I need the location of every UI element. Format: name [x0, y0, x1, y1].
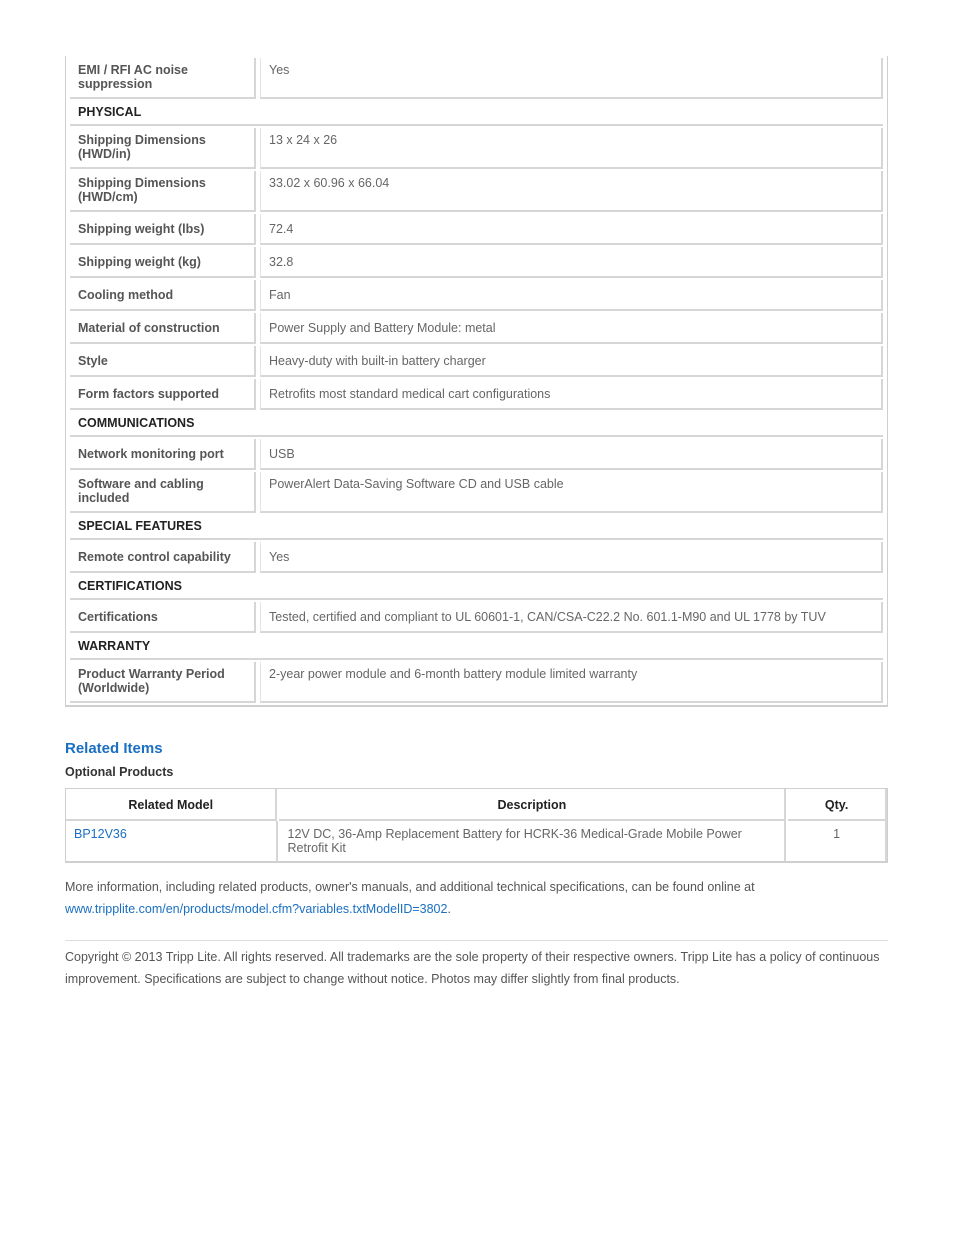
spec-label: Cooling method — [70, 280, 256, 311]
spec-row — [66, 540, 887, 573]
more-info-suffix: . — [447, 902, 451, 916]
spec-row — [66, 660, 887, 703]
spec-label: Remote control capability — [70, 542, 256, 573]
section-heading: COMMUNICATIONS — [70, 410, 883, 437]
related-model-link[interactable]: BP12V36 — [66, 821, 278, 861]
spec-value: 32.8 — [260, 247, 883, 278]
spec-label: Shipping weight (kg) — [70, 247, 256, 278]
spec-label: Shipping Dimensions (HWD/in) — [70, 128, 256, 169]
spec-value: Yes — [260, 58, 883, 99]
column-header-qty: Qty. — [788, 789, 887, 821]
specifications-table — [65, 56, 888, 707]
spec-row — [66, 212, 887, 245]
spec-value: 2-year power module and 6-month battery module limited warranty — [260, 662, 883, 703]
section-heading: PHYSICAL — [70, 99, 883, 126]
spec-label: Certifications — [70, 602, 256, 633]
related-products-table — [65, 788, 888, 863]
related-model-description: 12V DC, 36-Amp Replacement Battery for HCRK-36 Medical-Grade Mobile Power Retrofit Kit — [280, 821, 787, 861]
footer-divider — [65, 940, 888, 941]
more-info-paragraph — [65, 876, 888, 920]
spec-row — [66, 56, 887, 99]
spec-row — [66, 344, 887, 377]
section-heading: CERTIFICATIONS — [70, 573, 883, 600]
spec-value: PowerAlert Data-Saving Software CD and USB cable — [260, 472, 883, 513]
spec-value: Tested, certified and compliant to UL 60601-1, CAN/CSA-C22.2 No. 601.1-M90 and UL 1778 by TUV — [260, 602, 883, 633]
table-header-row — [66, 789, 887, 821]
spec-value: Yes — [260, 542, 883, 573]
spec-value: Power Supply and Battery Module: metal — [260, 313, 883, 344]
spec-value: Retrofits most standard medical cart configurations — [260, 379, 883, 410]
column-header-related-model: Related Model — [66, 789, 277, 821]
spec-value: 72.4 — [260, 214, 883, 245]
spec-label: Shipping Dimensions (HWD/cm) — [70, 171, 256, 212]
spec-row — [66, 245, 887, 278]
spec-row — [66, 169, 887, 212]
spec-row — [66, 600, 887, 633]
section-heading: SPECIAL FEATURES — [70, 513, 883, 540]
spec-label: Shipping weight (lbs) — [70, 214, 256, 245]
spec-label: Style — [70, 346, 256, 377]
copyright-notice: Copyright © 2013 Tripp Lite. All rights reserved. All trademarks are the sole property of their respective owners. Tripp Lite has a policy of continuous improvement. Specifications are subject to change without notice. Photos may differ slightly from final products. — [65, 950, 880, 986]
spec-row — [66, 278, 887, 311]
spec-label: Material of construction — [70, 313, 256, 344]
spec-value: Heavy-duty with built-in battery charger — [260, 346, 883, 377]
more-info-text: More information, including related products, owner's manuals, and additional technical specifications, can be found online at — [65, 880, 755, 894]
spec-label: Product Warranty Period (Worldwide) — [70, 662, 256, 703]
optional-products-heading: Optional Products — [65, 765, 174, 779]
spec-label: EMI / RFI AC noise suppression — [70, 58, 256, 99]
spec-row — [66, 126, 887, 169]
column-header-description: Description — [279, 789, 786, 821]
spec-label: Form factors supported — [70, 379, 256, 410]
spec-row — [66, 311, 887, 344]
spec-value: USB — [260, 439, 883, 470]
spec-label: Software and cabling included — [70, 472, 256, 513]
spec-row — [66, 470, 887, 513]
spec-value: 13 x 24 x 26 — [260, 128, 883, 169]
spec-row — [66, 437, 887, 470]
spec-label: Network monitoring port — [70, 439, 256, 470]
section-heading: WARRANTY — [70, 633, 883, 660]
spec-value: Fan — [260, 280, 883, 311]
spec-value: 33.02 x 60.96 x 66.04 — [260, 171, 883, 212]
spec-row — [66, 377, 887, 410]
related-items-heading: Related Items — [65, 740, 163, 757]
related-model-qty: 1 — [788, 821, 887, 861]
product-page-link[interactable]: www.tripplite.com/en/products/model.cfm?variables.txtModelID=3802 — [65, 902, 448, 916]
table-row — [66, 821, 887, 861]
